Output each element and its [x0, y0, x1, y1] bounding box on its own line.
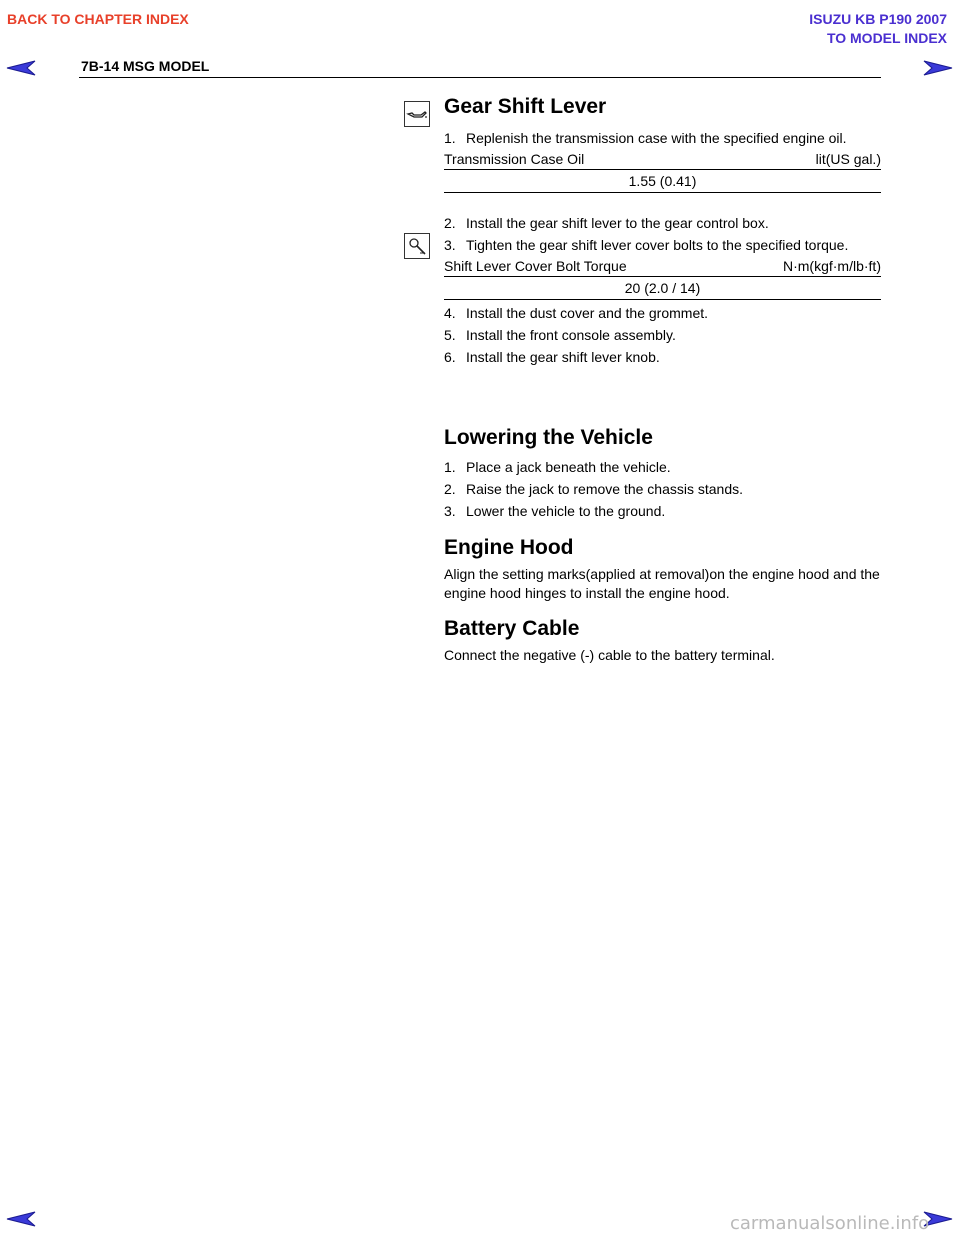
oil-spec-header: Transmission Case Oil lit(US gal.) — [444, 149, 881, 170]
paragraph: Connect the negative (-) cable to the battery terminal. — [444, 647, 775, 663]
section-title: Lowering the Vehicle — [444, 426, 653, 449]
list-item: 1. Place a jack beneath the vehicle. — [444, 459, 671, 475]
engine-hood-section — [444, 536, 881, 603]
list-item: 2. Raise the jack to remove the chassis stands. — [444, 481, 744, 497]
paragraph: Align the setting marks(applied at removal)on the engine hood and the engine hood hinges to install the engine hood. — [444, 566, 880, 601]
lowering-section — [444, 426, 881, 522]
list-item: 2. Install the gear shift lever to the gear control box. — [444, 215, 769, 231]
previous-arrow-icon[interactable] — [6, 1211, 36, 1227]
list-item: 6. Install the gear shift lever knob. — [444, 349, 660, 365]
header-divider — [79, 77, 881, 78]
list-item: 4. Install the dust cover and the grommet. — [444, 305, 709, 321]
list-item: 5. Install the front console assembly. — [444, 327, 676, 343]
torque-spec-value: 20 (2.0 / 14) — [444, 277, 881, 300]
oil-can-icon — [404, 101, 430, 127]
section-title: Battery Cable — [444, 617, 580, 640]
battery-section — [444, 617, 881, 665]
page-header: 7B-14 MSG MODEL — [81, 58, 210, 74]
watermark: carmanualsonline.info — [730, 1213, 930, 1234]
previous-arrow-icon[interactable] — [6, 60, 36, 76]
model-title: ISUZU KB P190 2007 — [809, 11, 947, 27]
list-item: 1. Replenish the transmission case with the specified engine oil. — [444, 130, 847, 146]
to-model-index-link[interactable]: TO MODEL INDEX — [826, 30, 947, 46]
section-title: Gear Shift Lever — [444, 95, 607, 118]
torque-spec-header: Shift Lever Cover Bolt Torque N·m(kgf·m/lb·ft) — [444, 256, 881, 277]
gear-shift-section — [444, 95, 881, 368]
back-to-chapter-index-link[interactable]: BACK TO CHAPTER INDEX — [7, 11, 189, 27]
list-item: 3. Lower the vehicle to the ground. — [444, 503, 666, 519]
oil-spec-value: 1.55 (0.41) — [444, 170, 881, 193]
list-item: 3. Tighten the gear shift lever cover bolts to the specified torque. — [444, 237, 849, 253]
next-arrow-icon[interactable] — [923, 60, 953, 76]
section-title: Engine Hood — [444, 536, 574, 559]
torque-wrench-icon — [404, 233, 430, 259]
